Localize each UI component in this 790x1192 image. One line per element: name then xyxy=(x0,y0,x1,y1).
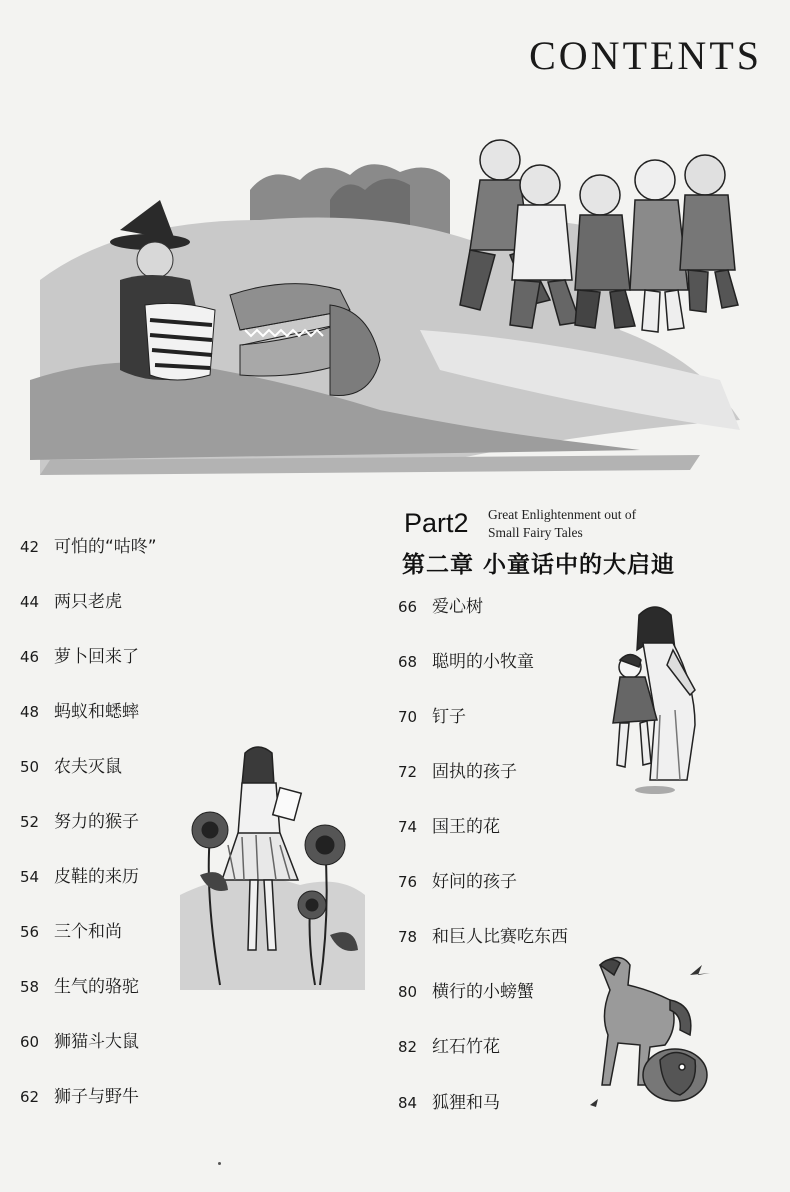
toc-item[interactable] xyxy=(20,917,122,947)
toc-page-number: 80 xyxy=(398,983,418,1001)
mother-child-illustration xyxy=(595,605,715,795)
toc-title: 三个和尚 xyxy=(54,922,122,942)
toc-title: 狮猫斗大鼠 xyxy=(54,1032,139,1052)
toc-page-number: 74 xyxy=(398,818,418,836)
toc-page-number: 42 xyxy=(20,538,40,556)
toc-item[interactable] xyxy=(398,702,466,732)
toc-item[interactable] xyxy=(20,752,122,782)
toc-page-number: 62 xyxy=(20,1088,40,1106)
toc-page-number: 70 xyxy=(398,708,418,726)
toc-title: 生气的骆驼 xyxy=(54,977,139,997)
part-subtitle-line-2: Small Fairy Tales xyxy=(488,525,583,540)
page-header-title: CONTENTS xyxy=(529,33,762,78)
toc-title: 可怕的“咕咚” xyxy=(54,537,157,557)
toc-item[interactable] xyxy=(20,862,139,892)
part-title-zh: 第二章 小童话中的大启迪 xyxy=(402,552,676,578)
toc-title: 狮子与野牛 xyxy=(54,1087,139,1107)
toc-title: 钉子 xyxy=(432,707,466,727)
toc-item[interactable] xyxy=(398,977,534,1007)
toc-title: 爱心树 xyxy=(432,597,483,617)
toc-title: 固执的孩子 xyxy=(432,762,517,782)
toc-title: 萝卜回来了 xyxy=(54,647,139,667)
toc-page-number: 60 xyxy=(20,1033,40,1051)
toc-title: 蚂蚁和蟋蟀 xyxy=(54,702,139,722)
toc-page-number: 46 xyxy=(20,648,40,666)
toc-item[interactable] xyxy=(398,592,483,622)
toc-item[interactable] xyxy=(398,757,517,787)
toc-title: 皮鞋的来历 xyxy=(54,867,139,887)
toc-page-number: 66 xyxy=(398,598,418,616)
toc-page-number: 72 xyxy=(398,763,418,781)
toc-title: 横行的小螃蟹 xyxy=(432,982,534,1002)
toc-item[interactable] xyxy=(20,972,139,1002)
toc-title: 聪明的小牧童 xyxy=(432,652,534,672)
toc-item[interactable] xyxy=(398,922,568,952)
toc-page-number: 54 xyxy=(20,868,40,886)
toc-item[interactable] xyxy=(20,587,122,617)
toc-item[interactable] xyxy=(20,697,139,727)
toc-page-number: 50 xyxy=(20,758,40,776)
toc-page-number: 82 xyxy=(398,1038,418,1056)
toc-page-number: 84 xyxy=(398,1094,418,1112)
toc-item[interactable] xyxy=(20,1027,139,1057)
witch-crocodile-children-illustration xyxy=(0,130,790,475)
toc-title: 和巨人比赛吃东西 xyxy=(432,927,568,947)
toc-title: 狐狸和马 xyxy=(432,1093,500,1113)
toc-title: 农夫灭鼠 xyxy=(54,757,122,777)
toc-item[interactable] xyxy=(398,1088,500,1118)
part-label: Part2 xyxy=(404,508,469,538)
toc-title: 两只老虎 xyxy=(54,592,122,612)
toc-page-number: 58 xyxy=(20,978,40,996)
toc-page-number: 78 xyxy=(398,928,418,946)
horse-fox-illustration xyxy=(570,945,730,1120)
toc-item[interactable] xyxy=(398,647,534,677)
toc-page-number: 48 xyxy=(20,703,40,721)
toc-item[interactable] xyxy=(20,532,157,562)
girl-sunflowers-illustration xyxy=(180,745,365,990)
toc-item[interactable] xyxy=(398,812,500,842)
toc-page-number: 44 xyxy=(20,593,40,611)
toc-item[interactable] xyxy=(398,867,517,897)
toc-title: 努力的猴子 xyxy=(54,812,139,832)
toc-page-number: 56 xyxy=(20,923,40,941)
part-subtitle-line-1: Great Enlightenment out of xyxy=(488,507,637,522)
toc-item[interactable] xyxy=(20,807,139,837)
toc-page-number: 52 xyxy=(20,813,40,831)
toc-title: 好问的孩子 xyxy=(432,872,517,892)
toc-item[interactable] xyxy=(20,1082,139,1112)
toc-title: 国王的花 xyxy=(432,817,500,837)
toc-item[interactable] xyxy=(20,642,139,672)
toc-page-number: 76 xyxy=(398,873,418,891)
toc-page-number: 68 xyxy=(398,653,418,671)
toc-item[interactable] xyxy=(398,1032,500,1062)
page-speck xyxy=(218,1162,221,1165)
toc-title: 红石竹花 xyxy=(432,1037,500,1057)
